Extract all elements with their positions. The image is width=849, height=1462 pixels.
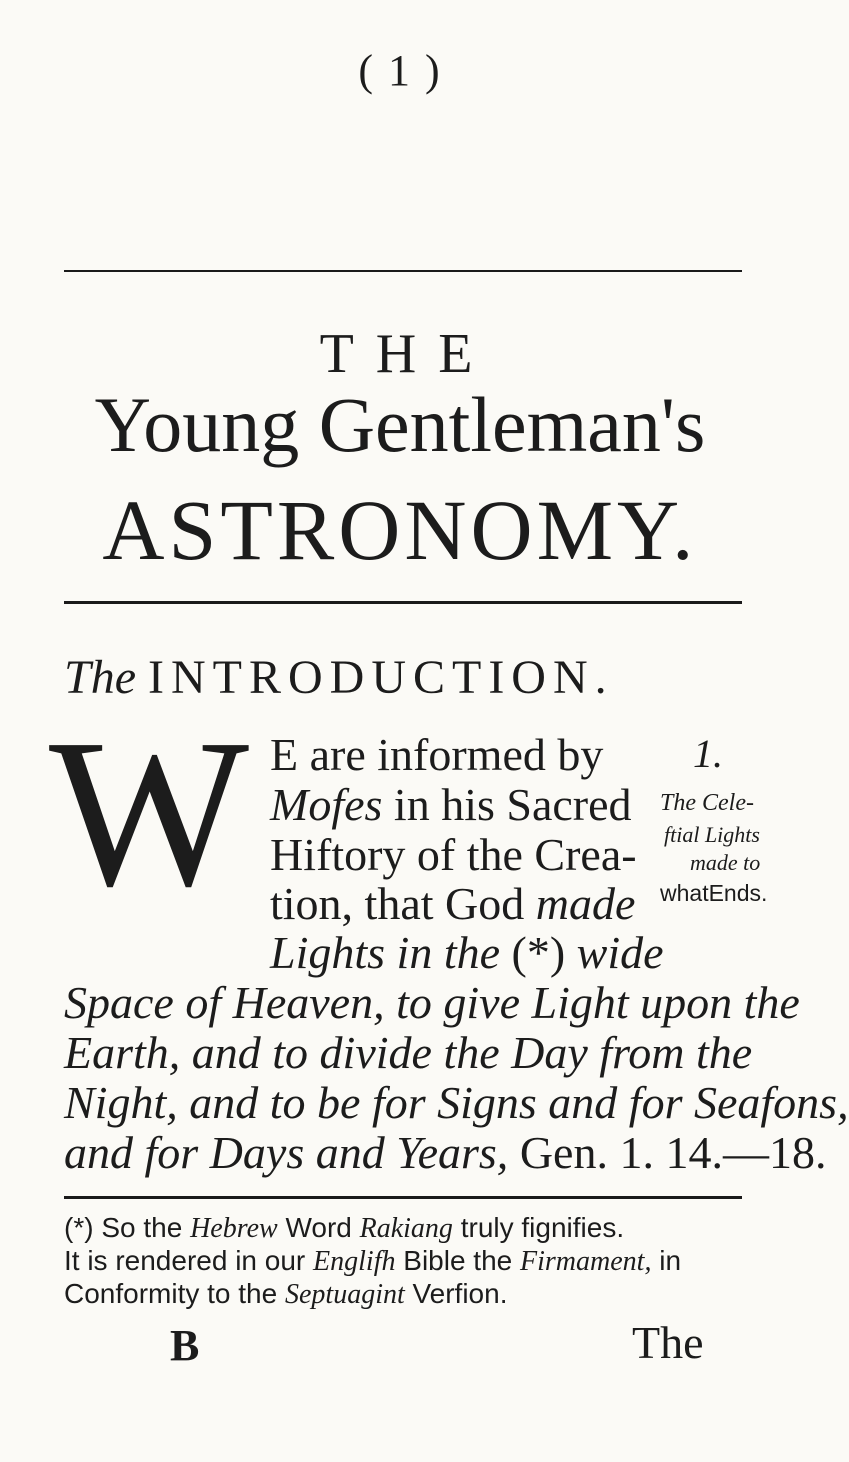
title-rule: [64, 601, 742, 604]
footnote-line-2: [64, 1245, 744, 1278]
footnote-text: It is rendered in our: [64, 1245, 314, 1276]
footnote-italic: Hebrew: [190, 1213, 278, 1244]
body-italic: and for Days and Years,: [64, 1127, 509, 1178]
top-rule: [64, 270, 742, 272]
footnote-rule: [64, 1196, 742, 1199]
body-italic: wide: [576, 927, 664, 978]
body-text: in his Sacred: [382, 779, 632, 830]
introduction-title: INTRODUCTION.: [148, 651, 614, 704]
footnote-text: Word: [277, 1212, 360, 1243]
body-line-8: Night, and to be for Signs and for Seafons,: [64, 1077, 849, 1128]
margin-note-line-1: The Cele-: [660, 790, 754, 816]
body-italic: Lights in the: [270, 927, 501, 978]
catchword: The: [632, 1317, 704, 1368]
footnote-italic: Septuagint: [284, 1279, 405, 1310]
drop-cap-w: [48, 695, 250, 930]
margin-note-line-4: whatEnds.: [660, 880, 768, 906]
footnote-text: Conformity to the: [64, 1278, 285, 1309]
title-astronomy: ASTRONOMY.: [102, 482, 698, 578]
body-line-1: [270, 728, 603, 781]
body-line-5: [270, 926, 664, 979]
body-line-6: Space of Heaven, to give Light upon the: [64, 977, 800, 1028]
margin-note-line-3: made to: [690, 850, 761, 875]
footnote-text: Verfion.: [404, 1278, 508, 1309]
body-italic: made: [535, 878, 636, 929]
scripture-reference: Gen. 1. 14.—18.: [508, 1127, 827, 1178]
body-line-4: [270, 877, 635, 930]
page-number: ( 1 ): [358, 46, 442, 95]
margin-note-line-2: ftial Lights: [664, 822, 760, 847]
title-young-gentlemans: Young Gentleman's: [94, 381, 706, 468]
footnote-italic: Firmament,: [520, 1246, 652, 1277]
margin-section-number: 1.: [693, 731, 723, 776]
footnote-line-3: [64, 1278, 744, 1311]
body-line-9: [64, 1126, 826, 1179]
body-line-7: Earth, and to divide the Day from the: [64, 1027, 753, 1078]
title-the: THE: [319, 323, 495, 385]
footnote-reference-mark: (*): [500, 927, 577, 978]
introduction-the: The: [64, 651, 136, 704]
footnote-italic: Englifh: [313, 1246, 396, 1277]
footnote-text: Bible the: [395, 1245, 521, 1276]
footnote-text: in: [651, 1245, 682, 1276]
footnote-line-1: [64, 1212, 744, 1245]
footnote-text: So the: [93, 1212, 191, 1243]
body-line-3: [270, 828, 637, 881]
drop-cap-letter: W: [48, 695, 250, 930]
footnote-mark: (*): [64, 1212, 94, 1243]
signature-mark: B: [170, 1321, 200, 1370]
footnote: [64, 1212, 744, 1311]
body-line-2: [270, 778, 632, 831]
body-text: tion, that God: [270, 878, 536, 929]
footnote-text: truly fignifies.: [452, 1212, 625, 1243]
body-text: Hiftory of the Crea-: [270, 829, 637, 880]
body-text: E are informed by: [270, 729, 604, 780]
footnote-italic: Rakiang: [359, 1213, 453, 1244]
body-italic: Mofes: [270, 779, 383, 830]
